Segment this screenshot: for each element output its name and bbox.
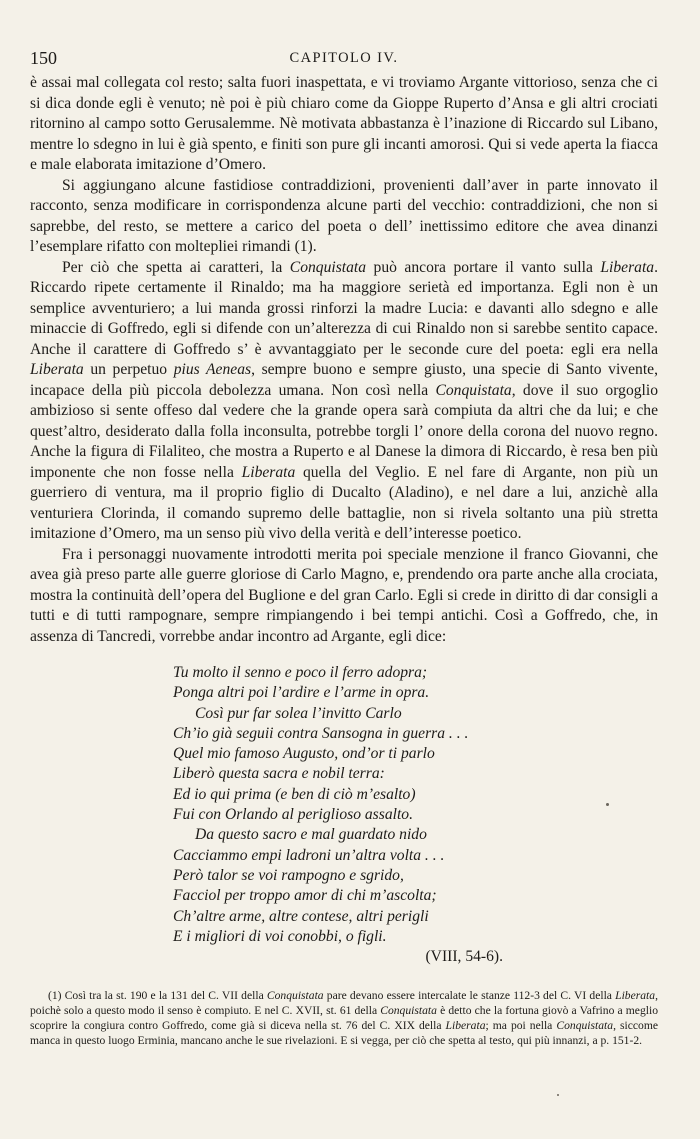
body-text [30, 73, 658, 647]
text-run: è assai mal collegata col resto; salta fuori inaspettata, e vi troviamo Argante vittorioso, senza che ci si dica donde egli è venuto; nè poi è più chiaro come da Gioppe Ruperto d’Ansa e gli altri crociati ritornino al campo sotto Gerusalemme. Nè motivata abbastanza è l’inazione di Riccardo sul Libano, mentre lo sdegno in lui è già spento, e finiti son pure gli incanti amorosi. Qui si vede aperta la fiacca e male elaborata imitazione d’Omero. [30, 74, 658, 173]
text-run: . Riccardo ripete certamente il Rinaldo; ma ha maggiore serietà ed importanza. Egli non è un semplice avventuriero; a lui manda grossi rinforzi la madre Lucia: e davanti allo sdegno e alle minaccie di Goffredo, egli si difende con un’alterezza di cui Rinaldo non si sarebbe sentito capace. Anche il carattere di Goffredo s’ è avvantaggiato per le seconde cure del poeta: egli era nella [30, 258, 658, 358]
text-run: ; ma poi nella [485, 1019, 557, 1033]
print-speck [606, 803, 609, 806]
italic-text: Liberata [615, 989, 656, 1003]
print-speck [557, 1094, 559, 1096]
verse-line: Da questo sacro e mal guardato nido [195, 826, 427, 844]
verse-line: E i migliori di voi conobbi, o figli. [173, 927, 387, 945]
verse-line: Ponga altri poi l’ardire e l’arme in opra. [173, 684, 430, 702]
paragraph [30, 176, 658, 258]
italic-text: Liberata [600, 258, 655, 276]
paragraph [30, 73, 658, 176]
italic-text: Conquistata [556, 1019, 614, 1033]
text-run: può ancora portare il vanto sulla [366, 258, 601, 276]
text-run: Fra i personaggi nuovamente introdotti merita poi speciale menzione il franco Giovanni, che avea già preso parte alle guerre gloriose di Carlo Magno, e, prendendo ora parte anche alla crociata, mostra la continuità dell’opera del Buglione e del gran Carlo. Egli si crede in diritto di dar consigli a tutti e di tutti rampognare, sempre rimpiangendo i bei tempi antichi. Così a Goffredo, che, in assenza di Tancredi, vorrebbe andar incontro ad Argante, egli dice: [30, 545, 658, 645]
text-run: Si aggiungano alcune fastidiose contraddizioni, provenienti dall’aver in parte innovato il racconto, senza modificare in corrispondenza alcune parti del vecchio: contraddizioni, che non si saprebbe, del resto, se mettere a carico del poeta o dell’ inettissimo editore che avea dinanzi l’esemplare rifatto con moltepliei rimandi (1). [30, 176, 658, 255]
verse-line: Fui con Orlando al periglioso assalto. [173, 806, 413, 824]
italic-text: Liberata [241, 463, 296, 481]
verse-line: Ch’altre arme, altre contese, altri perigli [173, 907, 429, 925]
text-run: , sempre buono e sempre giusto, una specie di Santo vivente, incapace della più piccola debolezza umana. Non così nella [30, 361, 658, 399]
italic-text: Liberata [445, 1019, 486, 1033]
text-run: quella del Veglio. E nel fare di Argante, non più un guerriero di ventura, ma il proprio figlio di Ducalto (Aladino), e nel dare a lui, anzichè alla venturiera Clorinda, il comando supremo delle battaglie, non si rivela soltanto una più stretta imitazione d’Omero, ma un senso più vivo della verità e dell’interesse poetico. [30, 463, 659, 542]
page-number: 150 [30, 48, 57, 68]
verse-line: Però talor se voi rampogno e sgrido, [173, 866, 404, 884]
text-run: , poichè solo a questo modo il senso è compiuto. E nel C. XVII, st. 61 della [30, 989, 658, 1018]
verse-quotation [173, 663, 658, 967]
italic-text: Conquistata [380, 1004, 437, 1018]
verse-line: Cacciammo empi ladroni un’altra volta . . . [173, 846, 445, 864]
italic-text: pius Aeneas [173, 361, 252, 378]
italic-text: Conquistata [435, 381, 512, 399]
text-run: Per ciò che spetta ai caratteri, la [62, 258, 290, 276]
verse-line: Tu molto il senno e poco il ferro adopra; [173, 664, 428, 681]
verse-reference: (VIII, 54-6). [425, 948, 503, 966]
text-run: , siccome manca in questo luogo Erminia, mancano anche le sue rivelazioni. E si vegga, per ciò che spetta al testo, qui più innanzi, a p. 151-2. [30, 1019, 658, 1048]
text-run: (1) Così tra la st. 190 e la 131 del C. VII della [48, 989, 267, 1003]
text-run: un perpetuo [83, 361, 174, 378]
italic-text: Liberata [30, 361, 84, 378]
verse-line: Ed io qui prima (e ben di ciò m’esalto) [173, 785, 416, 803]
italic-text: Conquistata [266, 989, 324, 1003]
verse-line: Quel mio famoso Augusto, ond’or ti parlo [173, 745, 435, 763]
book-page [30, 48, 658, 1048]
text-run: , dove il suo orgoglio ambizioso si sente offeso dal vedere che la grande opera sarà compiuta da altri che da lui; e che quest’altro, desiderato dalla folla inconsulta, potrebbe torgli l’ onore della corona del nuovo regno. Anche la figura di Filaliteo, che mostra a Ruperto e al Danese la dimora di Riccardo, è resa ben più imponente che non fosse nella [30, 381, 658, 481]
footnote [30, 988, 658, 1048]
verse-line: Così pur far solea l’invitto Carlo [195, 704, 402, 722]
text-run: pare devano essere intercalate le stanze 112-3 del C. VI della [323, 989, 616, 1003]
italic-text: Conquistata [289, 258, 367, 276]
paragraph [30, 545, 658, 648]
verse-line: Ch’io già seguii contra Sansogna in guerra . . . [173, 724, 469, 742]
paragraph [30, 258, 658, 545]
page-header [30, 48, 658, 70]
text-run: è detto che la fortuna giovò a Vafrino a meglio scoprire la congiura contro Goffredo, come già si diceva nella st. 76 del C. XIX della [30, 1004, 658, 1033]
running-title: CAPITOLO IV. [289, 50, 399, 66]
verse-line: Facciol per troppo amor di chi m’ascolta; [173, 887, 437, 905]
verse-line: Liberò questa sacra e nobil terra: [173, 765, 385, 783]
